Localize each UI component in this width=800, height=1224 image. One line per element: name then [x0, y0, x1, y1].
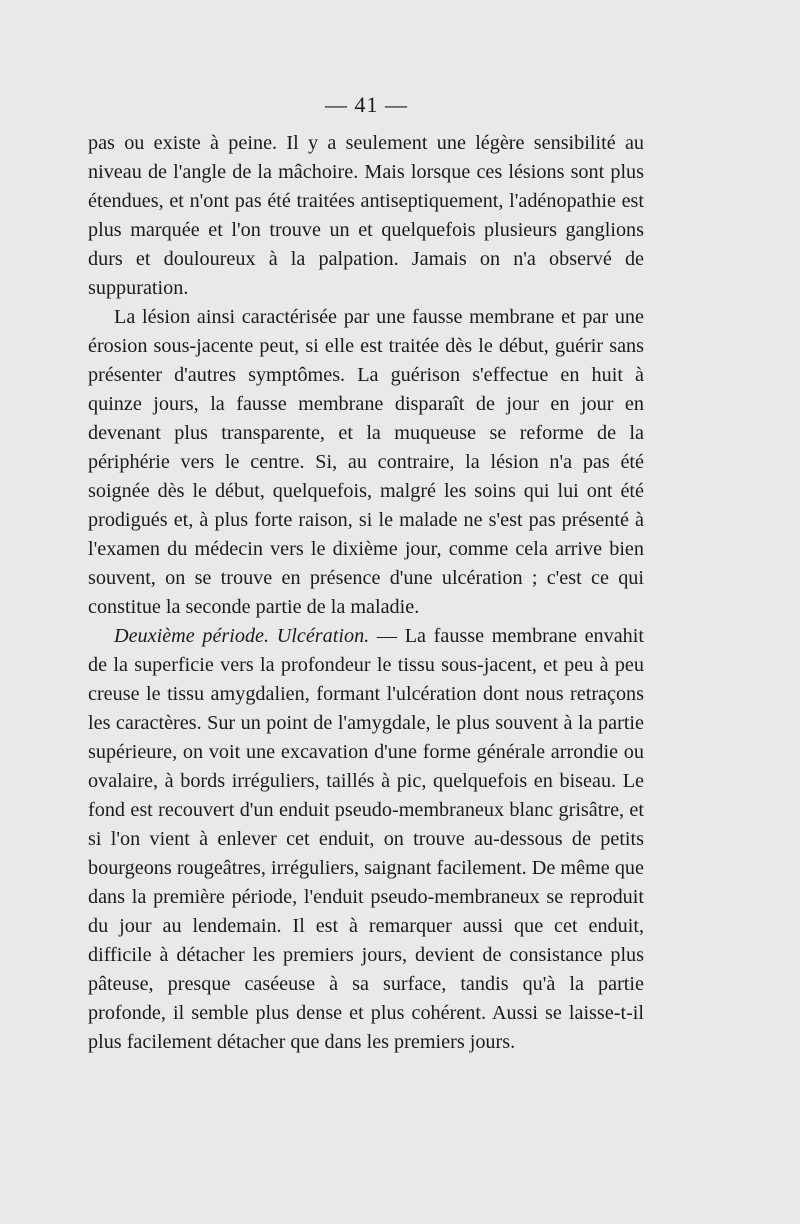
section-heading: Deuxième période. Ulcération. [114, 625, 370, 647]
paragraph-2 [88, 303, 644, 622]
paragraph-1 [88, 129, 644, 303]
paragraph-1-text: pas ou existe à peine. Il y a seulement une légère sensibilité au niveau de l'angle de la mâchoire. Mais lorsque ces lésions sont plus étendues, et n'ont pas été traitées antiseptiquement, l'adénopathie est plus marquée et l'on trouve un et quelquefois plusieurs ganglions durs et douloureux à la palpation. Jamais on n'a observé de suppuration. [88, 132, 644, 299]
body-text [88, 129, 644, 1057]
paragraph-2-text: La lésion ainsi caractérisée par une fausse membrane et par une érosion sous-jacente peut, si elle est traitée dès le début, guérir sans présenter d'autres symptômes. La guérison s'effectue en huit à quinze jours, la fausse membrane disparaît de jour en jour en devenant plus transparente, et la muqueuse se reforme de la périphérie vers le centre. Si, au contraire, la lésion n'a pas été soignée dès le début, quelquefois, malgré les soins qui lui ont été prodigués et, à plus forte raison, si le malade ne s'est pas présenté à l'examen du médecin vers le dixième jour, comme cela arrive bien souvent, on se trouve en présence d'une ulcération ; c'est ce qui constitue la seconde partie de la maladie. [88, 306, 644, 618]
page-number: — 41 — [325, 92, 408, 117]
paragraph-3-text: — La fausse membrane envahit de la superficie vers la profondeur le tissu sous-jacent, et peu à peu creuse le tissu amygdalien, formant l'ulcération dont nous retraçons les caractères. Sur un point de l'amygdale, le plus souvent à la partie supérieure, on voit une excavation d'une forme générale arrondie ou ovalaire, à bords irréguliers, taillés à pic, quelquefois en biseau. Le fond est recouvert d'un enduit pseudo-membraneux blanc grisâtre, et si l'on vient à enlever cet enduit, on trouve au-dessous de petits bourgeons rougeâtres, irréguliers, saignant facilement. De même que dans la première période, l'enduit pseudo-membraneux se reproduit du jour au lendemain. Il est à remarquer aussi que cet enduit, difficile à détacher les premiers jours, devient de consistance plus pâteuse, presque caséeuse à sa surface, tandis qu'à la partie profonde, il semble plus dense et plus cohérent. Aussi se laisse-t-il plus facilement détacher que dans les premiers jours. [88, 625, 644, 1053]
paragraph-3 [88, 622, 644, 1057]
